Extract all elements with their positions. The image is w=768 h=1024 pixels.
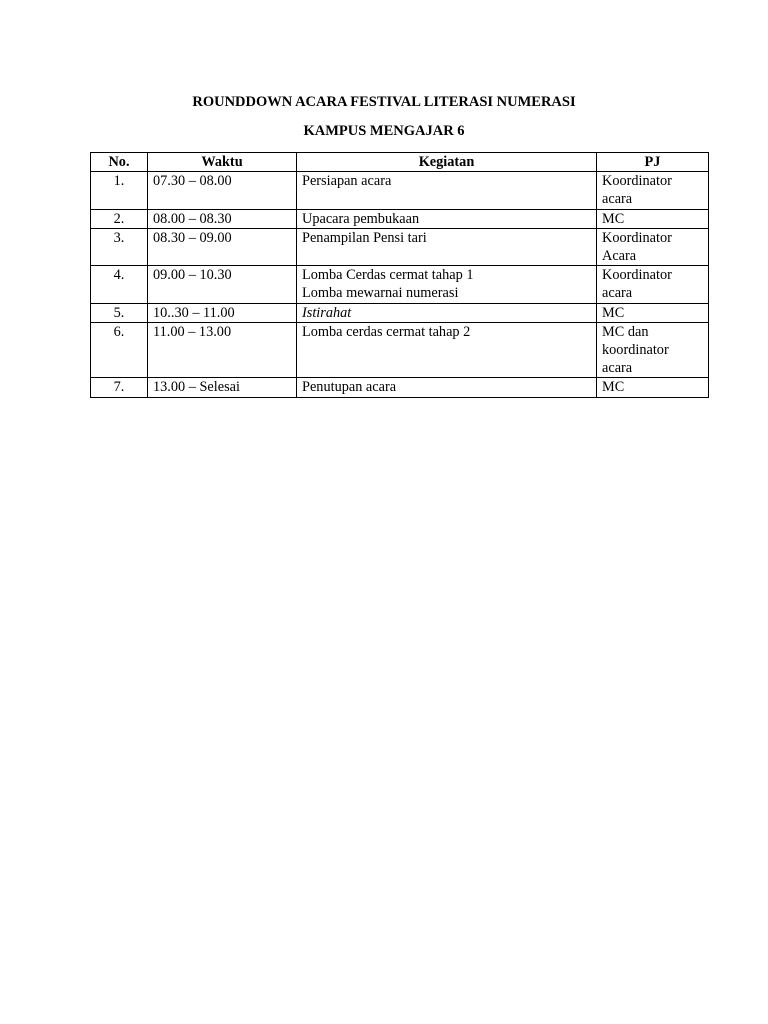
cell-kegiatan <box>297 266 597 303</box>
cell-no: 4. <box>91 266 148 303</box>
cell-kegiatan <box>297 322 597 378</box>
cell-kegiatan <box>297 303 597 322</box>
table-header-row <box>91 153 709 172</box>
cell-waktu: 08.30 – 09.00 <box>148 228 297 265</box>
kegiatan-line: Persiapan acara <box>302 173 392 190</box>
cell-waktu: 09.00 – 10.30 <box>148 266 297 303</box>
table-row <box>91 322 709 378</box>
cell-pj <box>597 228 709 265</box>
pj-line: Koordinator <box>602 173 672 190</box>
table-row <box>91 266 709 303</box>
cell-waktu: 07.30 – 08.00 <box>148 172 297 209</box>
kegiatan-line: Penutupan acara <box>302 379 397 396</box>
cell-pj <box>597 172 709 209</box>
table-row <box>91 378 709 397</box>
pj-line: Koordinator <box>602 229 672 246</box>
cell-no: 3. <box>91 228 148 265</box>
kegiatan-line: Upacara pembukaan <box>302 210 420 227</box>
cell-kegiatan <box>297 378 597 397</box>
kegiatan-line: Lomba cerdas cermat tahap 2 <box>302 323 471 340</box>
pj-line: MC <box>602 210 625 227</box>
cell-no: 7. <box>91 378 148 397</box>
header-no: No. <box>91 153 148 172</box>
table-row <box>91 303 709 322</box>
cell-pj <box>597 303 709 322</box>
header-kegiatan: Kegiatan <box>297 153 597 172</box>
cell-no: 6. <box>91 322 148 378</box>
cell-waktu: 08.00 – 08.30 <box>148 209 297 228</box>
cell-pj <box>597 322 709 378</box>
pj-line: Acara <box>602 248 637 265</box>
cell-kegiatan <box>297 172 597 209</box>
cell-kegiatan <box>297 209 597 228</box>
kegiatan-line: Istirahat <box>302 304 352 321</box>
pj-line: koordinator <box>602 342 669 359</box>
pj-line: acara <box>602 285 633 302</box>
table-row <box>91 209 709 228</box>
kegiatan-line: Lomba mewarnai numerasi <box>302 285 459 302</box>
cell-waktu: 11.00 – 13.00 <box>148 322 297 378</box>
pj-line: MC dan <box>602 323 649 340</box>
cell-waktu: 10..30 – 11.00 <box>148 303 297 322</box>
cell-kegiatan <box>297 228 597 265</box>
pj-line: acara <box>602 191 633 208</box>
cell-pj <box>597 209 709 228</box>
rundown-table-body <box>91 172 709 397</box>
cell-no: 2. <box>91 209 148 228</box>
header-pj: PJ <box>597 153 709 172</box>
cell-no: 1. <box>91 172 148 209</box>
pj-line: MC <box>602 379 625 396</box>
cell-no: 5. <box>91 303 148 322</box>
pj-line: Koordinator <box>602 267 672 284</box>
pj-line: acara <box>602 360 633 377</box>
rundown-table <box>90 152 709 398</box>
document-title: ROUNDDOWN ACARA FESTIVAL LITERASI NUMERASI <box>192 94 576 110</box>
table-row <box>91 228 709 265</box>
document-subtitle: KAMPUS MENGAJAR 6 <box>303 123 465 139</box>
cell-waktu: 13.00 – Selesai <box>148 378 297 397</box>
pj-line: MC <box>602 304 625 321</box>
kegiatan-line: Penampilan Pensi tari <box>302 229 427 246</box>
header-waktu: Waktu <box>148 153 297 172</box>
kegiatan-line: Lomba Cerdas cermat tahap 1 <box>302 267 474 284</box>
table-row <box>91 172 709 209</box>
cell-pj <box>597 266 709 303</box>
cell-pj <box>597 378 709 397</box>
